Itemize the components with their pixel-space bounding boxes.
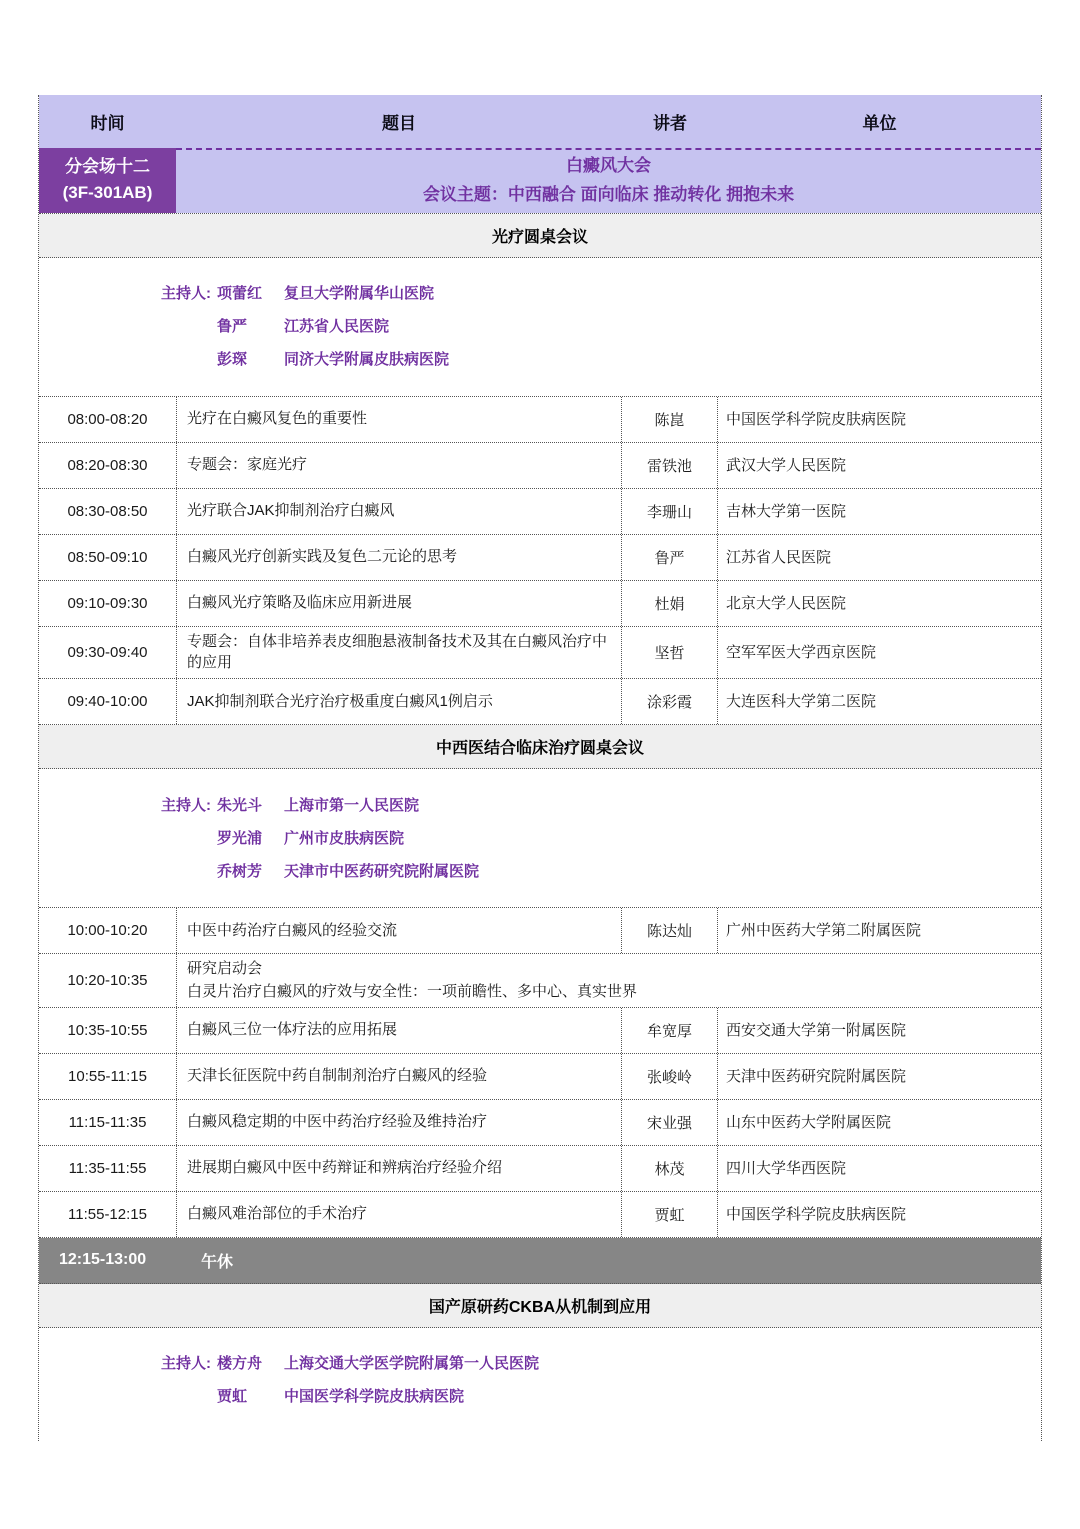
talk-title-cell: 光疗在白癜风复色的重要性 [176, 397, 622, 442]
moderator-name: 乔树芳 [217, 862, 263, 880]
time-cell: 08:30-08:50 [67, 502, 148, 520]
section-header-phototherapy: 光疗圆桌会议 [39, 214, 1041, 258]
organization-cell: 武汉大学人民医院 [726, 456, 847, 474]
schedule-row [39, 489, 1041, 535]
speaker-cell: 张峻岭 [622, 1054, 718, 1099]
moderator-affiliation: 江苏省人民医院 [284, 318, 390, 336]
moderator-line [39, 858, 1041, 882]
time-cell: 11:35-11:55 [68, 1159, 147, 1177]
organization-cell: 四川大学华西医院 [726, 1159, 847, 1177]
venue-name: 分会场十二 [65, 157, 150, 176]
moderator-affiliation: 中国医学科学院皮肤病医院 [284, 1388, 465, 1406]
schedule-row [39, 581, 1041, 627]
moderators-block [39, 258, 1041, 397]
moderator-line [39, 1384, 1041, 1408]
time-cell: 10:35-10:55 [67, 1021, 148, 1039]
talk-title-line2: 白灵片治疗白癜风的疗效与安全性：一项前瞻性、多中心、真实世界 [187, 983, 638, 1001]
organization-cell: 中国医学科学院皮肤病医院 [726, 1205, 907, 1223]
column-header-row [39, 95, 1041, 148]
talk-title-cell: 天津长征医院中药自制制剂治疗白癜风的经验 [176, 1054, 622, 1099]
schedule-row [39, 627, 1041, 680]
time-cell: 11:15-11:35 [68, 1113, 147, 1131]
organization-cell: 空军军医大学西京医院 [726, 643, 877, 661]
moderator-line [39, 1351, 1041, 1375]
talk-title-cell: 白癜风稳定期的中医中药治疗经验及维持治疗 [176, 1100, 622, 1145]
moderator-affiliation: 广州市皮肤病医院 [284, 829, 405, 847]
talk-title-cell: 专题会：家庭光疗 [176, 443, 622, 488]
schedule-row [39, 1100, 1041, 1146]
speaker-cell: 坚哲 [622, 627, 718, 679]
moderator-name: 楼方舟 [217, 1355, 263, 1373]
session-info-cell [176, 148, 1041, 213]
moderator-name: 朱光斗 [217, 796, 263, 814]
speaker-cell: 林茂 [622, 1146, 718, 1191]
moderator-line [39, 281, 1041, 305]
speaker-cell: 涂彩霞 [622, 679, 718, 724]
schedule-row [39, 908, 1041, 954]
moderator-affiliation: 同济大学附属皮肤病医院 [284, 351, 450, 369]
column-header-title: 题目 [382, 114, 416, 133]
moderator-name: 项蕾红 [217, 285, 263, 303]
moderator-line [39, 792, 1041, 816]
venue-room: (3F-301AB) [62, 183, 153, 203]
talk-title-cell: 专题会：自体非培养表皮细胞悬液制备技术及其在白癜风治疗中的应用 [176, 627, 622, 679]
column-header-time: 时间 [90, 114, 125, 133]
speaker-cell: 鲁严 [622, 535, 718, 580]
column-header-speaker: 讲者 [653, 114, 687, 133]
organization-cell: 北京大学人民医院 [726, 594, 847, 612]
schedule-row [39, 1054, 1041, 1100]
time-cell: 08:20-08:30 [67, 456, 148, 474]
time-cell: 11:55-12:15 [68, 1205, 147, 1223]
moderator-line [39, 347, 1041, 371]
schedule-row [39, 679, 1041, 725]
talk-title-cell: JAK抑制剂联合光疗治疗极重度白癜风1例启示 [176, 679, 622, 724]
schedule-row [39, 1008, 1041, 1054]
session-banner-row [39, 148, 1041, 214]
time-cell: 10:00-10:20 [67, 922, 148, 940]
time-cell: 09:10-09:30 [67, 594, 148, 612]
moderator-name: 罗光浦 [217, 829, 263, 847]
organization-cell: 广州中医药大学第二附属医院 [726, 922, 922, 940]
schedule-row [39, 1146, 1041, 1192]
organization-cell: 山东中医药大学附属医院 [726, 1113, 892, 1131]
organization-cell: 西安交通大学第一附属医院 [726, 1021, 907, 1039]
session-title: 白癜风大会 [566, 156, 651, 176]
moderators-block [39, 769, 1041, 908]
speaker-cell: 雷铁池 [622, 443, 718, 488]
speaker-cell: 杜娟 [622, 581, 718, 626]
talk-title-cell: 白癜风光疗创新实践及复色二元论的思考 [176, 535, 622, 580]
schedule-row-spanning [39, 954, 1041, 1008]
section-header-tcm-roundtable: 中西医结合临床治疗圆桌会议 [39, 725, 1041, 769]
moderator-line [39, 314, 1041, 338]
conference-program-table [38, 95, 1042, 1441]
talk-title-cell: 光疗联合JAK抑制剂治疗白癜风 [176, 489, 622, 534]
moderator-name: 彭琛 [217, 351, 248, 369]
speaker-cell: 牟宽厚 [622, 1008, 718, 1053]
moderator-name: 鲁严 [217, 318, 248, 336]
organization-cell: 江苏省人民医院 [726, 548, 832, 566]
talk-title-cell-spanning [176, 954, 1041, 1007]
schedule-row [39, 1192, 1041, 1238]
venue-cell [39, 148, 176, 213]
moderator-name: 贾虹 [217, 1388, 248, 1406]
moderator-affiliation: 上海市第一人民医院 [284, 796, 420, 814]
moderator-affiliation: 上海交通大学医学院附属第一人民医院 [284, 1355, 540, 1373]
talk-title-cell: 进展期白癜风中医中药辩证和辨病治疗经验介绍 [176, 1146, 622, 1191]
time-cell: 08:50-09:10 [67, 548, 148, 566]
speaker-cell: 李珊山 [622, 489, 718, 534]
moderator-affiliation: 天津市中医药研究院附属医院 [284, 862, 480, 880]
talk-title-cell: 白癜风难治部位的手术治疗 [176, 1192, 622, 1237]
schedule-row [39, 397, 1041, 443]
time-cell: 10:55-11:15 [68, 1067, 147, 1085]
organization-cell: 天津中医药研究院附属医院 [726, 1067, 907, 1085]
schedule-row [39, 535, 1041, 581]
moderator-line [39, 825, 1041, 849]
organization-cell: 中国医学科学院皮肤病医院 [726, 410, 907, 428]
time-cell: 10:20-10:35 [67, 971, 148, 989]
talk-title-cell: 白癜风三位一体疗法的应用拓展 [176, 1008, 622, 1053]
schedule-row [39, 443, 1041, 489]
break-time: 12:15-13:00 [59, 1251, 147, 1269]
moderator-label: 主持人: [161, 1355, 211, 1373]
talk-title-cell: 白癜风光疗策略及临床应用新进展 [176, 581, 622, 626]
moderator-affiliation: 复旦大学附属华山医院 [284, 285, 435, 303]
moderator-label: 主持人: [161, 796, 211, 814]
speaker-cell: 陈达灿 [622, 908, 718, 953]
moderators-block [39, 1328, 1041, 1441]
time-cell: 09:40-10:00 [67, 693, 148, 711]
break-label: 午休 [201, 1253, 234, 1271]
session-theme: 会议主题：中西融合 面向临床 推动转化 拥抱未来 [422, 185, 795, 205]
organization-cell: 大连医科大学第二医院 [726, 693, 877, 711]
talk-title-cell: 中医中药治疗白癜风的经验交流 [176, 908, 622, 953]
time-cell: 09:30-09:40 [67, 643, 148, 661]
section-header-ckba: 国产原研药CKBA从机制到应用 [39, 1284, 1041, 1328]
column-header-organization: 单位 [862, 114, 897, 133]
speaker-cell: 陈崑 [622, 397, 718, 442]
speaker-cell: 贾虹 [622, 1192, 718, 1237]
moderator-label: 主持人: [161, 285, 211, 303]
talk-title-line1: 研究启动会 [187, 960, 263, 978]
organization-cell: 吉林大学第一医院 [726, 502, 847, 520]
speaker-cell: 宋业强 [622, 1100, 718, 1145]
lunch-break-row [39, 1238, 1041, 1284]
time-cell: 08:00-08:20 [67, 410, 148, 428]
